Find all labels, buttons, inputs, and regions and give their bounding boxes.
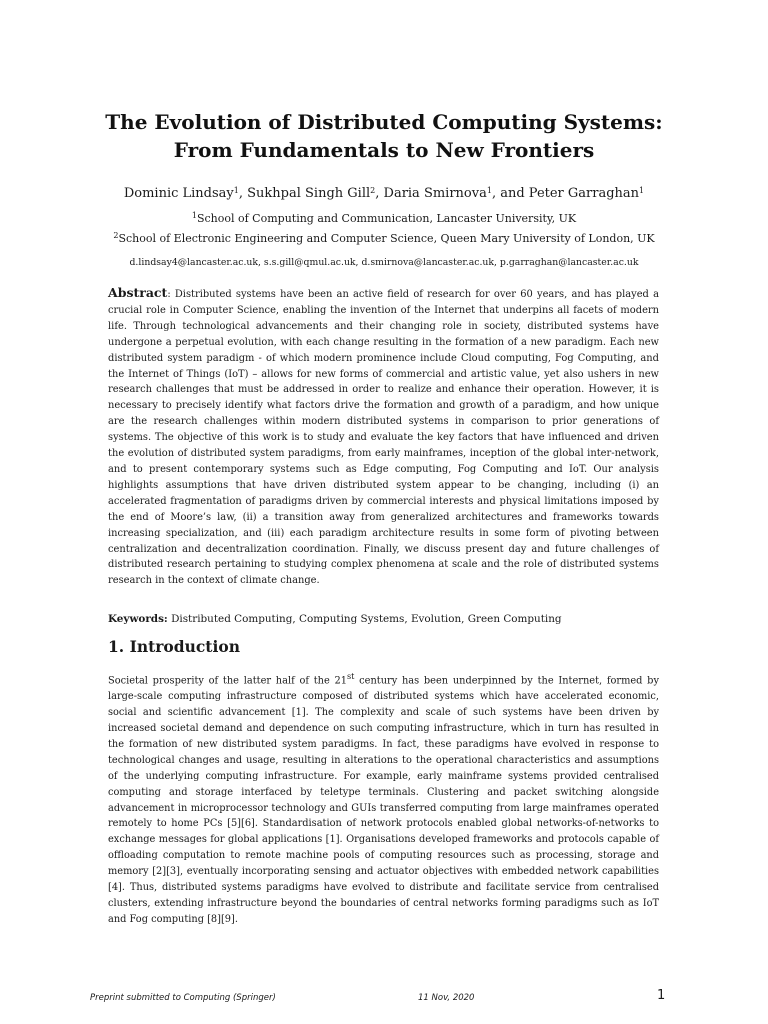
affiliation-marker: 1 — [639, 186, 645, 195]
author-name: Dominic Lindsay — [123, 186, 234, 201]
paper-title-line-1: The Evolution of Distributed Computing Systems: — [105, 110, 663, 134]
affiliation-2 — [0, 228, 768, 247]
author-name: Sukhpal Singh Gill — [247, 186, 371, 201]
abstract-label: Abstract — [108, 285, 168, 300]
abstract — [108, 285, 659, 589]
affiliation-marker: 1 — [486, 186, 492, 195]
keywords — [108, 611, 659, 627]
footer-submission-note: Preprint submitted to Computing (Springer) — [90, 993, 276, 1003]
paper-title-line-2: From Fundamentals to New Frontiers — [173, 138, 595, 162]
author-emails: d.lindsay4@lancaster.ac.uk, s.s.gill@qmul.ac.uk, d.smirnova@lancaster.ac.uk, p.garraghan@lancaster.ac.uk — [129, 257, 639, 268]
affiliation-marker: 1 — [233, 186, 239, 195]
ordinal-suffix: st — [346, 671, 355, 681]
author-name: Peter Garraghan — [528, 186, 640, 201]
author-and: , and — [491, 186, 529, 201]
keywords-label: Keywords: — [108, 613, 168, 625]
section-heading-introduction: 1. Introduction — [108, 637, 240, 656]
affiliation-marker: 2 — [113, 231, 119, 240]
introduction-text: century has been underpinned by the Internet, formed by large-scale computing infrastructure composed of distributed systems which have accelerated economic, social and scientific advancement [1]. The complexity and scale of such systems have been driven by increased societal demand and dependence on such computing infrastructure, which in turn has resulted in the formation of new distributed system paradigms. In fact, these paradigms have evolved in response to technological changes and usage, resulting in alterations to the operational characteristics and assumptions of the underlying computing infrastructure. For example, early mainframe systems provided centralised computing and storage interfaced by teletype terminals. Clustering and packet switching alongside advancement in microprocessor technology and GUIs transferred computing from large mainframes operated remotely to home PCs [5][6]. Standardisation of network protocols enabled global networks-of-networks to exchange messages for global applications [1]. Organisations developed frameworks and protocols capable of offloading computation to remote machine pools of computing resources such as processing, storage and memory [2][3], eventually incorporating sensing and actuator objectives with embedded network capabilities [4]. Thus, distributed systems paradigms have evolved to distribute and facilitate service from centralised clusters, extending infrastructure beyond the boundaries of central networks forming paradigms such as IoT and Fog computing [8][9]. — [108, 675, 659, 925]
author-list — [0, 181, 768, 204]
footer-date: 11 Nov, 2020 — [418, 993, 475, 1003]
affiliation-marker: 2 — [370, 186, 376, 195]
author-name: Daria Smirnova — [383, 186, 487, 201]
introduction-paragraph — [108, 669, 659, 928]
affiliation-text: School of Electronic Engineering and Computer Science, Queen Mary University of London, UK — [118, 232, 655, 245]
author-separator: , — [375, 186, 384, 201]
affiliation-text: School of Computing and Communication, Lancaster University, UK — [196, 212, 577, 225]
keywords-text: Distributed Computing, Computing Systems, Evolution, Green Computing — [167, 613, 562, 625]
affiliation-marker: 1 — [191, 211, 197, 220]
page-number: 1 — [657, 988, 666, 1003]
abstract-text: : Distributed systems have been an active field of research for over 60 years, and has played a crucial role in Computer Science, enabling the invention of the Internet that underpins all facets of modern life. Through technological advancements and their changing role in society, distributed systems have undergone a perpetual evolution, with each change resulting in the formation of a new paradigm. Each new distributed system paradigm - of which modern prominence include Cloud computing, Fog Computing, and the Internet of Things (IoT) – allows for new forms of commercial and artistic value, yet also ushers in new research challenges that must be addressed in order to realize and enhance their operation. However, it is necessary to precisely identify what factors drive the formation and growth of a paradigm, and how unique are the research challenges within modern distributed systems in comparison to prior generations of systems. The objective of this work is to study and evaluate the key factors that have influenced and driven the evolution of distributed system paradigms, from early mainframes, inception of the global inter-network, and to present contemporary systems such as Edge computing, Fog Computing and IoT. Our analysis highlights assumptions that have driven distributed system appear to be changing, including (i) an accelerated fragmentation of paradigms driven by commercial interests and physical limitations imposed by the end of Moore’s law, (ii) a transition away from generalized architectures and frameworks towards increasing specialization, and (iii) each paradigm architecture results in some form of pivoting between centralization and decentralization coordination. Finally, we discuss present day and future challenges of distributed research pertaining to studying complex phenomena at scale and the role of distributed systems research in the context of climate change. — [108, 289, 659, 587]
affiliation-1 — [0, 208, 768, 227]
introduction-text: Societal prosperity of the latter half of the 21 — [108, 675, 347, 687]
author-separator: , — [238, 186, 248, 201]
